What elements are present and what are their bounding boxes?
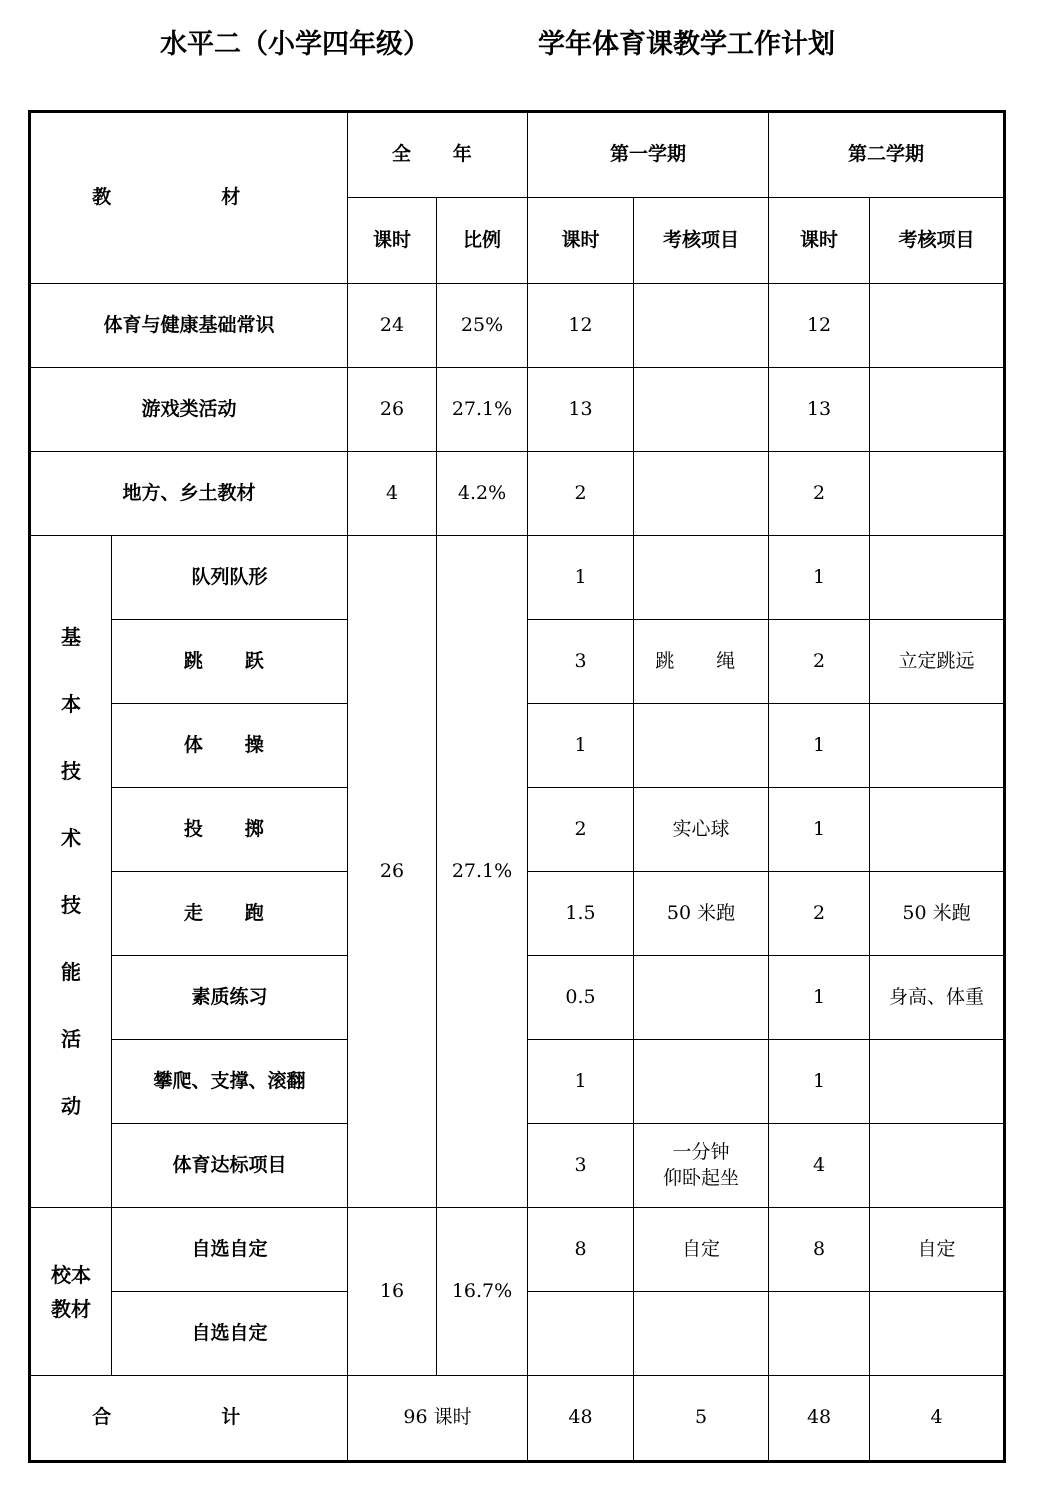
school-year-hours: 16 bbox=[348, 1208, 437, 1376]
item-name: 素质练习 bbox=[112, 956, 348, 1040]
s1-assessment bbox=[634, 1292, 769, 1376]
table-row bbox=[30, 536, 1005, 620]
item-name: 跳 跃 bbox=[112, 620, 348, 704]
s1-hours: 2 bbox=[528, 452, 634, 536]
s1-assessment bbox=[634, 452, 769, 536]
s1-assessment: 一分钟 仰卧起坐 bbox=[634, 1124, 769, 1208]
s1-assessment bbox=[634, 368, 769, 452]
header-semester-1: 第一学期 bbox=[528, 112, 769, 198]
s2-assessment bbox=[870, 1040, 1005, 1124]
total-s2-assessment: 4 bbox=[870, 1376, 1005, 1462]
s2-hours: 13 bbox=[769, 368, 870, 452]
basic-year-ratio: 27.1% bbox=[437, 536, 528, 1208]
s2-hours: 4 bbox=[769, 1124, 870, 1208]
s2-hours: 8 bbox=[769, 1208, 870, 1292]
s1-hours: 3 bbox=[528, 1124, 634, 1208]
s1-assessment bbox=[634, 704, 769, 788]
s1-assessment bbox=[634, 1040, 769, 1124]
s2-assessment: 50 米跑 bbox=[870, 872, 1005, 956]
s2-assessment bbox=[870, 1124, 1005, 1208]
s1-assessment: 自定 bbox=[634, 1208, 769, 1292]
table-row bbox=[30, 368, 1005, 452]
s2-assessment bbox=[870, 536, 1005, 620]
header-year-hours: 课时 bbox=[348, 198, 437, 284]
total-year-hours: 96 课时 bbox=[348, 1376, 528, 1462]
s1-hours: 1.5 bbox=[528, 872, 634, 956]
s1-assessment: 跳 绳 bbox=[634, 620, 769, 704]
s2-assessment bbox=[870, 1292, 1005, 1376]
item-name: 队列队形 bbox=[112, 536, 348, 620]
s1-assessment: 50 米跑 bbox=[634, 872, 769, 956]
item-name: 走 跑 bbox=[112, 872, 348, 956]
s2-hours: 1 bbox=[769, 788, 870, 872]
page-title bbox=[0, 22, 1038, 62]
s1-assessment bbox=[634, 956, 769, 1040]
s2-assessment: 自定 bbox=[870, 1208, 1005, 1292]
s2-assessment: 身高、体重 bbox=[870, 956, 1005, 1040]
s2-hours: 2 bbox=[769, 452, 870, 536]
row-name: 游戏类活动 bbox=[30, 368, 348, 452]
header-s2-hours: 课时 bbox=[769, 198, 870, 284]
s1-assessment bbox=[634, 284, 769, 368]
s2-assessment bbox=[870, 452, 1005, 536]
s2-hours: 2 bbox=[769, 872, 870, 956]
s2-hours: 1 bbox=[769, 536, 870, 620]
item-name: 投 掷 bbox=[112, 788, 348, 872]
s1-assessment: 实心球 bbox=[634, 788, 769, 872]
table-row bbox=[30, 1208, 1005, 1292]
total-row bbox=[30, 1376, 1005, 1462]
s2-hours: 1 bbox=[769, 704, 870, 788]
header-full-year: 全 年 bbox=[348, 112, 528, 198]
school-group-label: 校本教材 bbox=[30, 1208, 112, 1376]
s1-assessment bbox=[634, 536, 769, 620]
teaching-plan-table bbox=[28, 110, 1006, 1463]
year-hours: 24 bbox=[348, 284, 437, 368]
header-s1-hours: 课时 bbox=[528, 198, 634, 284]
s1-hours: 8 bbox=[528, 1208, 634, 1292]
s1-hours: 1 bbox=[528, 704, 634, 788]
s2-hours: 1 bbox=[769, 956, 870, 1040]
header-s2-assessment: 考核项目 bbox=[870, 198, 1005, 284]
year-ratio: 27.1% bbox=[437, 368, 528, 452]
s2-assessment bbox=[870, 704, 1005, 788]
s1-hours: 0.5 bbox=[528, 956, 634, 1040]
s2-assessment: 立定跳远 bbox=[870, 620, 1005, 704]
basic-year-hours: 26 bbox=[348, 536, 437, 1208]
table-row bbox=[30, 452, 1005, 536]
item-name: 体 操 bbox=[112, 704, 348, 788]
s1-hours: 3 bbox=[528, 620, 634, 704]
item-name: 体育达标项目 bbox=[112, 1124, 348, 1208]
s1-hours: 2 bbox=[528, 788, 634, 872]
s2-assessment bbox=[870, 284, 1005, 368]
s2-assessment bbox=[870, 368, 1005, 452]
year-hours: 26 bbox=[348, 368, 437, 452]
item-name: 自选自定 bbox=[112, 1208, 348, 1292]
header-subject: 教 材 bbox=[30, 112, 348, 284]
header-year-ratio: 比例 bbox=[437, 198, 528, 284]
total-label: 合 计 bbox=[30, 1376, 348, 1462]
total-s1-hours: 48 bbox=[528, 1376, 634, 1462]
s1-hours: 12 bbox=[528, 284, 634, 368]
title-plan: 学年体育课教学工作计划 bbox=[538, 29, 835, 60]
header-semester-2: 第二学期 bbox=[769, 112, 1005, 198]
row-name: 体育与健康基础常识 bbox=[30, 284, 348, 368]
item-name: 攀爬、支撑、滚翻 bbox=[112, 1040, 348, 1124]
title-level: 水平二（小学四年级） bbox=[160, 29, 430, 60]
s1-hours bbox=[528, 1292, 634, 1376]
s2-hours: 12 bbox=[769, 284, 870, 368]
item-name: 自选自定 bbox=[112, 1292, 348, 1376]
basic-group-label: 基本技术技能活动 bbox=[30, 536, 112, 1208]
row-name: 地方、乡土教材 bbox=[30, 452, 348, 536]
year-hours: 4 bbox=[348, 452, 437, 536]
year-ratio: 4.2% bbox=[437, 452, 528, 536]
table-row bbox=[30, 284, 1005, 368]
s1-hours: 13 bbox=[528, 368, 634, 452]
s2-assessment bbox=[870, 788, 1005, 872]
school-year-ratio: 16.7% bbox=[437, 1208, 528, 1376]
s2-hours bbox=[769, 1292, 870, 1376]
year-ratio: 25% bbox=[437, 284, 528, 368]
total-s1-assessment: 5 bbox=[634, 1376, 769, 1462]
s1-hours: 1 bbox=[528, 536, 634, 620]
header-row-1 bbox=[30, 112, 1005, 198]
header-s1-assessment: 考核项目 bbox=[634, 198, 769, 284]
total-s2-hours: 48 bbox=[769, 1376, 870, 1462]
s1-hours: 1 bbox=[528, 1040, 634, 1124]
s2-hours: 2 bbox=[769, 620, 870, 704]
s2-hours: 1 bbox=[769, 1040, 870, 1124]
